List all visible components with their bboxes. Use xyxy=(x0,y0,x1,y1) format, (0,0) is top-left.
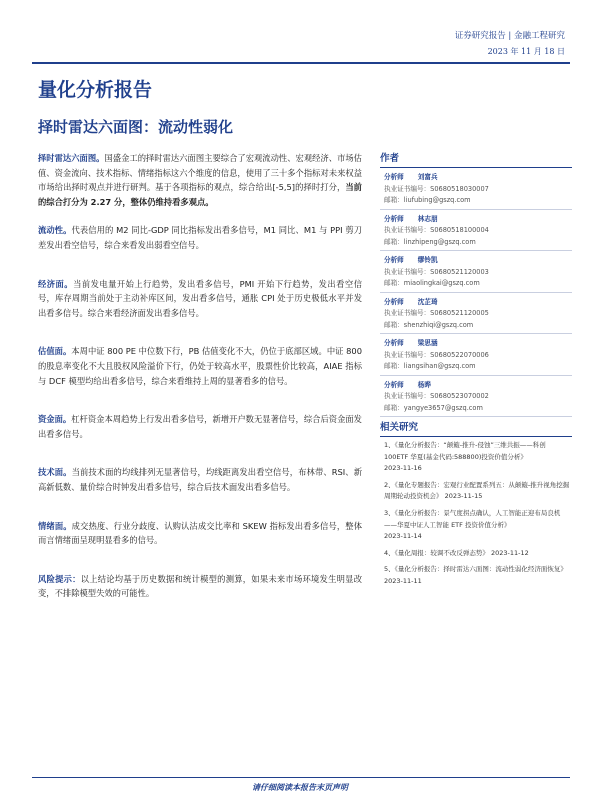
cert-label: 执业证书编号： xyxy=(384,184,431,193)
related-report-title[interactable]: 2、《量化专题报告：宏观行业配置系列五：从颠簸-推升视角挖掘周期轮动投资机会》 xyxy=(384,480,570,501)
analyst-email xyxy=(384,237,572,249)
related-report-title[interactable]: 3、《量化分析报告：景气度拐点确认，人工智能正迎布局良机——华夏中证人工智能 ETF 投资价值分析》 xyxy=(384,508,561,529)
paragraph-liquidity xyxy=(38,223,362,252)
related-report-title[interactable]: 4、《量化周报：较调不改反弹态势》 xyxy=(384,548,489,557)
cert-number: S0680523070002 xyxy=(430,392,489,400)
paragraph-text: 本周中证 800 PE 中位数下行，PB 估值变化不大，仍位于底部区域。中证 800 的股息率变化不大且股权风险溢价下行，仍处于较高水平，股票性价比较高，AIAE 指标与 DCF 模型均给出看多信号，综合来看维持上周的显著看多的信号。 xyxy=(38,346,362,386)
analyst-email xyxy=(384,320,572,332)
report-title: 量化分析报告 xyxy=(38,79,153,101)
cert-number: S0680522070006 xyxy=(430,350,489,359)
analyst-cert xyxy=(384,350,572,362)
analyst-cert xyxy=(384,308,572,320)
email-label: 邮箱： xyxy=(384,320,404,329)
email-label: 邮箱： xyxy=(384,196,404,204)
paragraph-technical xyxy=(38,465,362,494)
analyst-header xyxy=(384,338,572,350)
analyst-card xyxy=(380,334,572,376)
paragraph-label: 流动性。 xyxy=(38,225,72,236)
email-label: 邮箱： xyxy=(384,279,404,287)
analyst-name: 刘富兵 xyxy=(417,173,438,181)
paragraph-text: 以上结论均基于历史数据和统计模型的测算，如果未来市场环境发生明显改变，不排除模型失效的可能性。 xyxy=(38,573,362,599)
authors-heading: 作者 xyxy=(380,151,572,168)
paragraph-economy xyxy=(38,277,362,321)
analyst-name: 缪铃凯 xyxy=(417,256,438,264)
related-report-title[interactable]: 1、《量化分析报告：“颠簸-推升-侵蚀”三维共振——科创 100ETF 华夏(基金代码:588800)投资价值分析》 xyxy=(384,441,546,461)
analyst-email xyxy=(384,195,572,207)
analyst-name: 沈芷琦 xyxy=(417,297,438,306)
analyst-name: 林志朋 xyxy=(417,214,438,223)
email-label: 邮箱： xyxy=(384,237,404,246)
paragraph-radar xyxy=(38,151,362,209)
analyst-email xyxy=(384,403,572,415)
report-date: 2023 年 11 月 18 日 xyxy=(487,47,565,56)
cert-number: S0680518100004 xyxy=(430,226,489,234)
paragraph-valuation xyxy=(38,344,362,388)
footer-divider xyxy=(32,777,570,778)
analyst-email xyxy=(384,361,572,373)
cert-label: 执业证书编号： xyxy=(384,226,431,234)
cert-number: S0680521120003 xyxy=(430,267,489,276)
analyst-header xyxy=(384,214,572,226)
paragraph-risk xyxy=(38,572,362,601)
analyst-cert xyxy=(384,267,572,279)
paragraph-label: 估值面。 xyxy=(38,346,72,357)
email-address[interactable]: linzhipeng@gszq.com xyxy=(403,237,476,246)
related-report[interactable] xyxy=(380,545,572,562)
related-report-date: 2023-11-14 xyxy=(384,532,422,541)
related-report-title[interactable]: 5、《量化分析报告：择时雷达六面图：流动性弱化经济面恢复》 xyxy=(384,565,567,574)
analyst-cert xyxy=(384,225,572,237)
analyst-role: 分析师 xyxy=(384,339,404,347)
paragraph-text: 杠杆资金本周趋势上行发出看多信号，新增开户数无显著信号，综合后资金面发出看多信号。 xyxy=(38,414,362,439)
cert-label: 执业证书编号： xyxy=(384,350,431,359)
related-report-date: 2023-11-11 xyxy=(384,576,422,585)
related-report[interactable] xyxy=(380,437,572,477)
analyst-name: 杨晔 xyxy=(417,380,431,389)
related-report-date: 2023-11-12 xyxy=(490,548,529,557)
cert-label: 执业证书编号： xyxy=(384,309,431,317)
cert-label: 执业证书编号： xyxy=(384,392,431,400)
email-address[interactable]: liufubing@gszq.com xyxy=(403,196,471,204)
analyst-header xyxy=(384,172,572,184)
analyst-card xyxy=(380,210,572,252)
paragraph-text: 当前技术面的均线排列无显著信号，均线距离发出看空信号，布林带、RSI、新高新低数、量价综合时钟发出看多信号，综合后技术面发出看多信号。 xyxy=(38,467,362,492)
paragraph-highlight: 当前的综合打分为 2.27 分，整体仍维持看多观点。 xyxy=(38,182,362,207)
analyst-email xyxy=(384,278,572,290)
analyst-role: 分析师 xyxy=(384,380,404,389)
email-address[interactable]: yangye3657@gszq.com xyxy=(403,403,483,412)
analyst-card xyxy=(380,251,572,293)
analyst-role: 分析师 xyxy=(384,214,404,223)
related-report-date: 2023-11-16 xyxy=(384,464,422,473)
related-report[interactable] xyxy=(380,505,572,545)
analyst-card xyxy=(380,168,572,210)
paragraph-label: 经济面。 xyxy=(38,278,74,289)
analyst-header xyxy=(384,255,572,267)
paragraph-label: 择时雷达六面图。 xyxy=(38,153,105,163)
analyst-role: 分析师 xyxy=(384,297,404,306)
paragraph-label: 技术面。 xyxy=(38,467,72,478)
paragraph-label: 风险提示： xyxy=(38,573,81,584)
related-report[interactable] xyxy=(380,477,572,505)
analyst-cert xyxy=(384,184,572,196)
header-divider xyxy=(32,62,570,64)
analyst-name: 梁思涵 xyxy=(417,339,438,347)
paragraph-text: 当前发电量开始上行趋势，发出看多信号，PMI 开始下行趋势，发出看空信号，库存周期当前处于主动补库区间，发出看多信号，通胀 CPI 处于历史极低水平并发出看多信号。综合来看经济面发出看多信号。 xyxy=(38,278,362,318)
paragraph-sentiment xyxy=(38,519,362,548)
report-category: 证券研究报告 | 金融工程研究 xyxy=(454,31,565,41)
main-content xyxy=(38,151,362,601)
email-address[interactable]: shenzhiqi@gszq.com xyxy=(403,320,474,329)
paragraph-funds xyxy=(38,412,362,441)
related-report-date: 2023-11-15 xyxy=(444,492,483,501)
related-report[interactable] xyxy=(380,561,572,589)
paragraph-label: 情绪面。 xyxy=(38,520,72,531)
footer-disclaimer: 请仔细阅读本报告末页声明 xyxy=(252,783,348,792)
cert-number: S0680521120005 xyxy=(430,309,489,317)
email-label: 邮箱： xyxy=(384,403,404,412)
report-subtitle: 择时雷达六面图：流动性弱化 xyxy=(38,118,234,136)
sidebar xyxy=(380,151,572,590)
analyst-header xyxy=(384,297,572,309)
email-address[interactable]: miaolingkai@gszq.com xyxy=(403,279,480,287)
analyst-role: 分析师 xyxy=(384,256,404,264)
email-address[interactable]: liangsihan@gszq.com xyxy=(403,362,476,370)
cert-number: S0680518030007 xyxy=(430,184,489,193)
analyst-header xyxy=(384,380,572,392)
paragraph-text: 成交热度、行业分歧度、认购认沽成交比率和 SKEW 指标发出看多信号，整体而言情绪面呈现明显看多的信号。 xyxy=(38,520,362,546)
analyst-cert xyxy=(384,391,572,403)
paragraph-label: 资金面。 xyxy=(38,414,72,425)
analyst-card xyxy=(380,376,572,418)
paragraph-text: 代表信用的 M2 同比-GDP 同比指标发出看多信号，M1 同比、M1 与 PPI 剪刀差发出看空信号，综合来看发出弱看空信号。 xyxy=(38,225,362,250)
paragraph-text: 国盛金工的择时雷达六面图主要综合了宏观流动性、宏观经济、市场估值、资金流向、技术指标、情绪指标这六个维度的信息，使用了三十多个指标对未来权益市场给出择时观点并进行研判。基于各项指标的观点，综合给出[-5,5]的择时打分， xyxy=(38,153,362,193)
analyst-card xyxy=(380,293,572,335)
related-heading: 相关研究 xyxy=(380,420,572,437)
analyst-role: 分析师 xyxy=(384,173,404,181)
email-label: 邮箱： xyxy=(384,362,404,370)
cert-label: 执业证书编号： xyxy=(384,267,431,276)
